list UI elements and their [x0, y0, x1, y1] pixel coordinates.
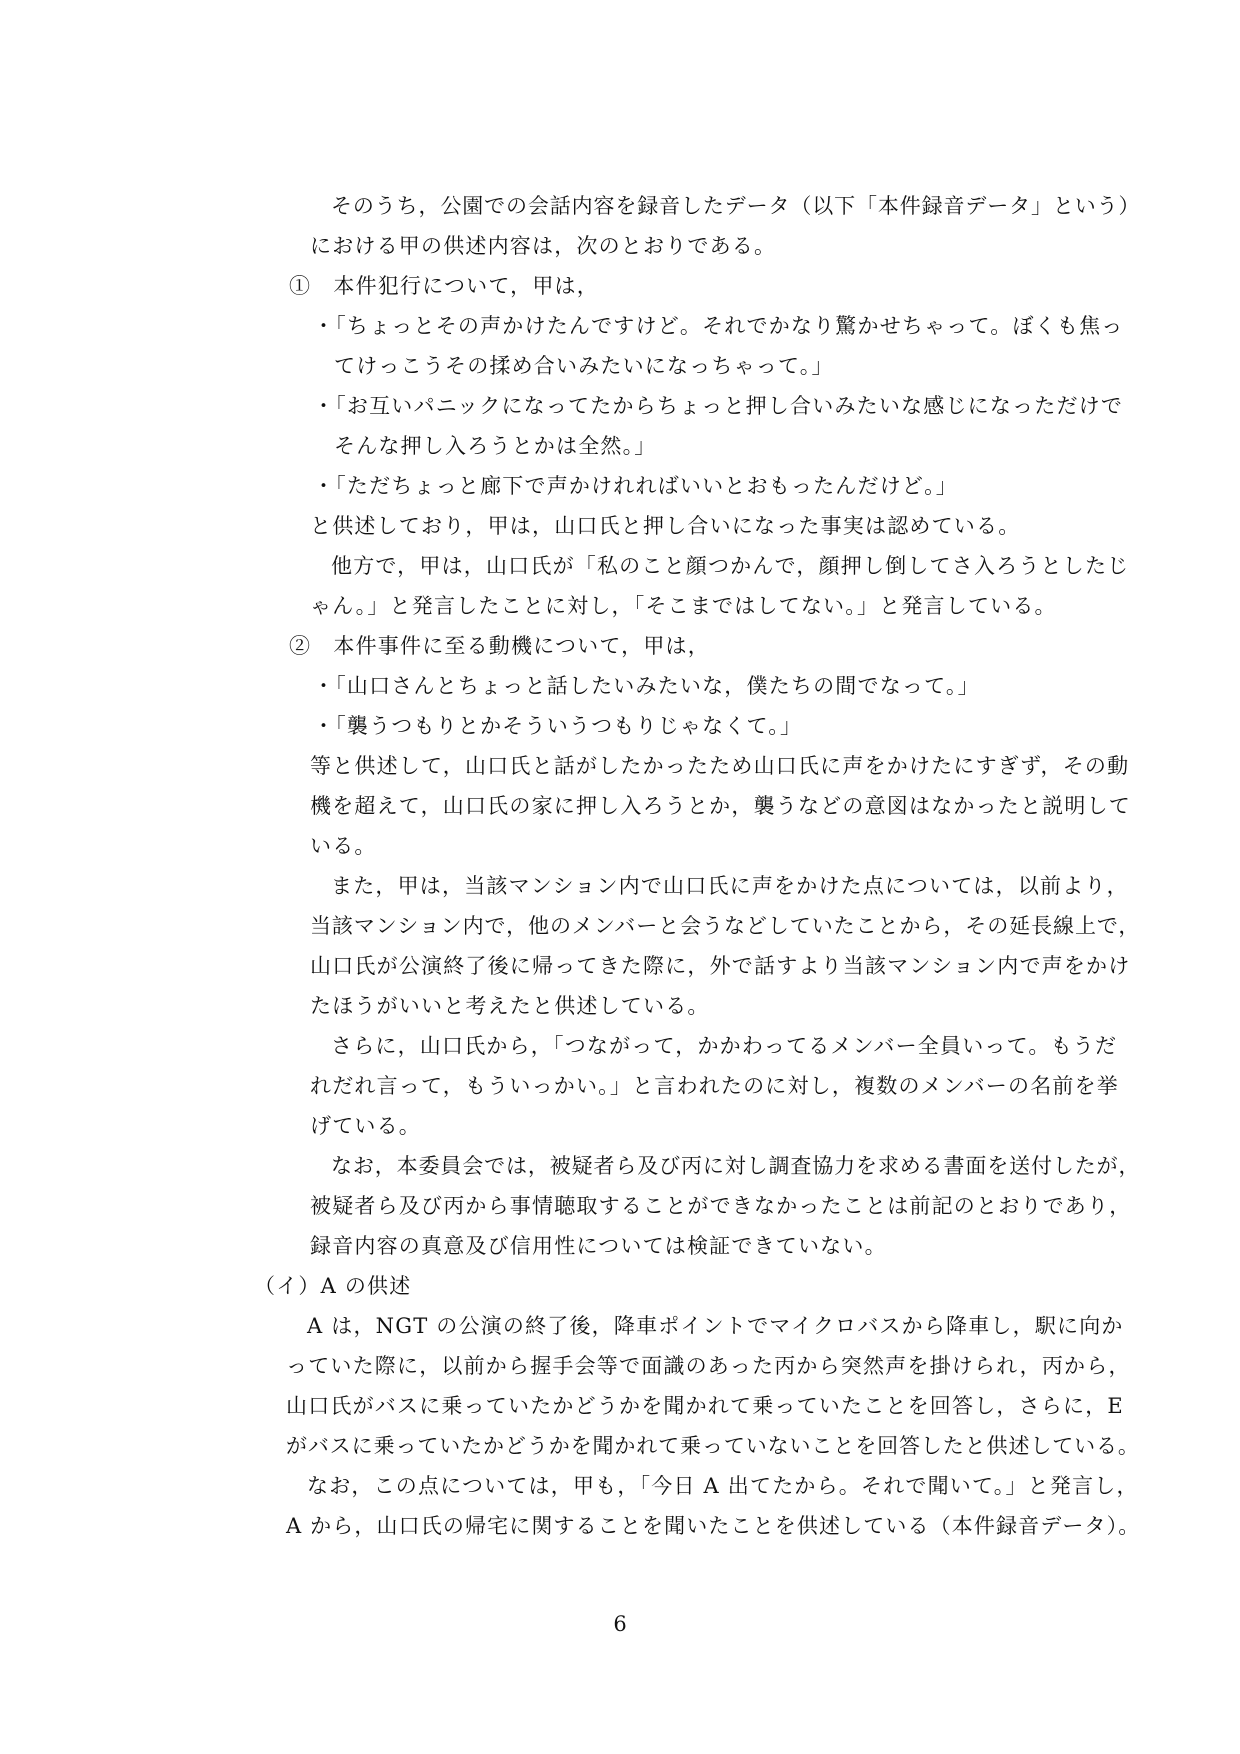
- item2-para1-line1: 等と供述して，山口氏と話がしたかったため山口氏に声をかけたにすぎず，その動: [310, 754, 1130, 778]
- item2-para2-line1: また，甲は，当該マンション内で山口氏に声をかけた点については，以前より，: [331, 874, 1129, 898]
- item2-para1-line3: いる。: [310, 834, 377, 858]
- item1-quote2-line2: そんな押し入ろうとかは全然。」: [334, 434, 657, 458]
- intro-line-1: そのうち，公園での会話内容を録音したデータ（以下「本件録音データ」という）: [331, 194, 1141, 218]
- section-i-para2-line2: A から，山口氏の帰宅に関することを聞いたことを供述している（本件録音データ）。: [286, 1514, 1141, 1538]
- item1-para2-line1: 他方で，甲は，山口氏が「私のこと顔つかんで，顔押し倒してさ入ろうとしたじ: [331, 554, 1130, 578]
- item1-quote3: ・「ただちょっと廊下で声かけれればいいとおもったんだけど。」: [313, 474, 958, 498]
- item2-para4-line3: 録音内容の真意及び信用性については検証できていない。: [310, 1234, 887, 1258]
- item2-para3-line3: げている。: [310, 1114, 421, 1138]
- item1-quote1-line1: ・「ちょっとその声かけたんですけど。それでかなり驚かせちゃって。ぼくも焦っ: [313, 314, 1124, 338]
- item2-quote1: ・「山口さんとちょっと話したいみたいな，僕たちの間でなって。」: [313, 674, 980, 698]
- section-i-para1-line2: っていた際に，以前から握手会等で面識のあった丙から突然声を掛けられ，丙から，: [286, 1354, 1131, 1378]
- section-i-para1-line3: 山口氏がバスに乗っていたかどうかを聞かれて乗っていたことを回答し，さらに，E: [286, 1394, 1124, 1418]
- item2-para4-line2: 被疑者ら及び丙から事情聴取することができなかったことは前記のとおりであり，: [310, 1194, 1132, 1218]
- section-i-para2-line1: なお，この点については，甲も，「今日 A 出てたから。それで聞いて。」と発言し，: [307, 1474, 1139, 1498]
- item2-para3-line2: れだれ言って，もういっかい。」と言われたのに対し，複数のメンバーの名前を挙: [310, 1074, 1120, 1098]
- item2-para2-line4: たほうがいいと考えたと供述している。: [310, 994, 710, 1018]
- page-number: 6: [613, 1612, 627, 1636]
- section-i-heading: （イ）A の供述: [254, 1274, 412, 1298]
- item1-heading: ① 本件犯行について，甲は，: [289, 274, 599, 298]
- item2-para4-line1: なお，本委員会では，被疑者ら及び丙に対し調査協力を求める書面を送付したが，: [331, 1154, 1141, 1178]
- item2-para3-line1: さらに，山口氏から，「つながって，かかわってるメンバー全員いって。もうだ: [331, 1034, 1118, 1058]
- item1-para2-line2: ゃん。」と発言したことに対し，「そこまではしてない。」と発言している。: [310, 594, 1057, 618]
- intro-line-2: における甲の供述内容は，次のとおりである。: [310, 234, 777, 258]
- item1-summary: と供述しており，甲は，山口氏と押し合いになった事実は認めている。: [310, 514, 1021, 538]
- item2-quote2: ・「襲うつもりとかそういうつもりじゃなくて。」: [313, 714, 803, 738]
- section-i-para1-line4: がバスに乗っていたかどうかを聞かれて乗っていないことを回答したと供述している。: [286, 1434, 1140, 1458]
- item2-para2-line2: 当該マンション内で，他のメンバーと会うなどしていたことから，その延長線上で，: [310, 914, 1141, 938]
- item1-quote2-line1: ・「お互いパニックになってたからちょっと押し合いみたいな感じになっただけで: [313, 394, 1124, 418]
- item2-para2-line3: 山口氏が公演終了後に帰ってきた際に，外で話すより当該マンション内で声をかけ: [310, 954, 1131, 978]
- item2-heading: ② 本件事件に至る動機について，甲は，: [289, 634, 710, 658]
- section-i-para1-line1: A は，NGT の公演の終了後，降車ポイントでマイクロバスから降車し，駅に向か: [307, 1314, 1124, 1338]
- item1-quote1-line2: てけっこうその揉め合いみたいになっちゃって。」: [334, 354, 834, 378]
- item2-para1-line2: 機を超えて，山口氏の家に押し入ろうとか，襲うなどの意図はなかったと説明して: [310, 794, 1131, 818]
